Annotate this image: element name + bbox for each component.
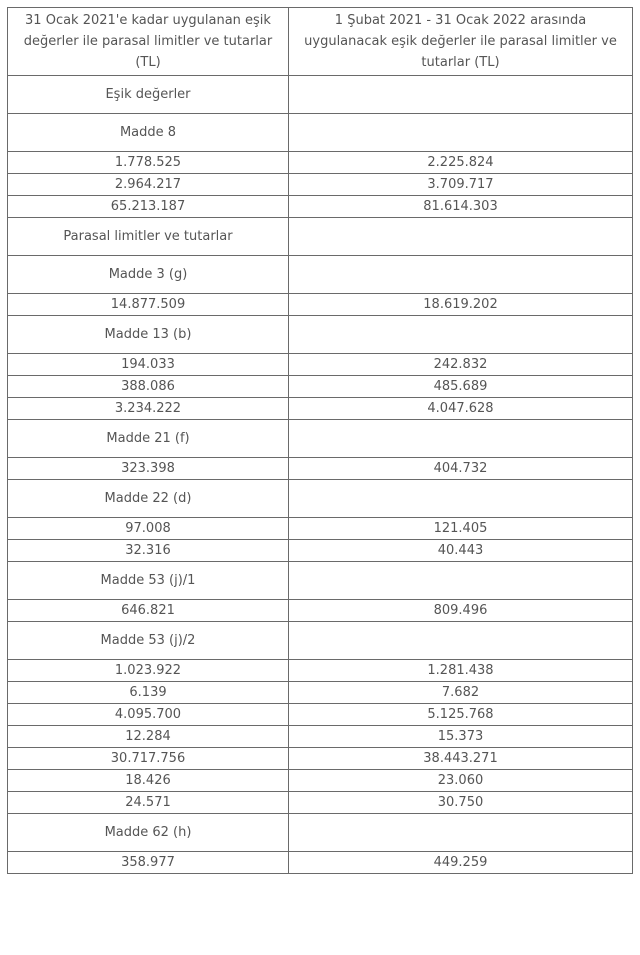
header-new-column: 1 Şubat 2021 - 31 Ocak 2022 arasında uygulanacak eşik değerler ile parasal limitler ve tutarlar (TL) (289, 8, 633, 76)
new-value-cell: 5.125.768 (289, 704, 633, 726)
value-row (8, 852, 633, 874)
value-row (8, 458, 633, 480)
section-row (8, 562, 633, 600)
new-value-cell: 38.443.271 (289, 748, 633, 770)
new-value-cell: 242.832 (289, 354, 633, 376)
value-row (8, 770, 633, 792)
old-value-cell: 24.571 (8, 792, 289, 814)
value-row (8, 376, 633, 398)
header-old-column: 31 Ocak 2021'e kadar uygulanan eşik değerler ile parasal limitler ve tutarlar (TL) (8, 8, 289, 76)
value-row (8, 294, 633, 316)
value-row (8, 174, 633, 196)
new-value-cell: 121.405 (289, 518, 633, 540)
old-value-cell: 358.977 (8, 852, 289, 874)
value-row (8, 660, 633, 682)
limits-table-body (8, 8, 633, 874)
section-label: Madde 8 (8, 114, 289, 152)
old-value-cell: 388.086 (8, 376, 289, 398)
value-row (8, 726, 633, 748)
old-value-cell: 646.821 (8, 600, 289, 622)
old-value-cell: 18.426 (8, 770, 289, 792)
value-row (8, 682, 633, 704)
section-row (8, 218, 633, 256)
section-row (8, 114, 633, 152)
new-value-cell: 23.060 (289, 770, 633, 792)
new-value-cell: 4.047.628 (289, 398, 633, 420)
section-row (8, 420, 633, 458)
section-empty-cell (289, 814, 633, 852)
new-value-cell: 30.750 (289, 792, 633, 814)
section-label: Madde 22 (d) (8, 480, 289, 518)
section-empty-cell (289, 480, 633, 518)
old-value-cell: 194.033 (8, 354, 289, 376)
value-row (8, 748, 633, 770)
new-value-cell: 7.682 (289, 682, 633, 704)
section-label: Madde 13 (b) (8, 316, 289, 354)
old-value-cell: 3.234.222 (8, 398, 289, 420)
old-value-cell: 323.398 (8, 458, 289, 480)
old-value-cell: 1.023.922 (8, 660, 289, 682)
section-empty-cell (289, 114, 633, 152)
old-value-cell: 1.778.525 (8, 152, 289, 174)
header-row (8, 8, 633, 76)
section-label: Parasal limitler ve tutarlar (8, 218, 289, 256)
section-row (8, 480, 633, 518)
section-empty-cell (289, 218, 633, 256)
section-label: Madde 53 (j)/1 (8, 562, 289, 600)
section-empty-cell (289, 420, 633, 458)
section-row (8, 76, 633, 114)
old-value-cell: 32.316 (8, 540, 289, 562)
old-value-cell: 65.213.187 (8, 196, 289, 218)
value-row (8, 398, 633, 420)
old-value-cell: 97.008 (8, 518, 289, 540)
limits-table (7, 7, 633, 874)
section-label: Madde 62 (h) (8, 814, 289, 852)
new-value-cell: 404.732 (289, 458, 633, 480)
value-row (8, 792, 633, 814)
section-empty-cell (289, 256, 633, 294)
new-value-cell: 449.259 (289, 852, 633, 874)
new-value-cell: 18.619.202 (289, 294, 633, 316)
value-row (8, 704, 633, 726)
old-value-cell: 12.284 (8, 726, 289, 748)
new-value-cell: 40.443 (289, 540, 633, 562)
old-value-cell: 4.095.700 (8, 704, 289, 726)
old-value-cell: 30.717.756 (8, 748, 289, 770)
section-row (8, 814, 633, 852)
new-value-cell: 15.373 (289, 726, 633, 748)
value-row (8, 518, 633, 540)
new-value-cell: 2.225.824 (289, 152, 633, 174)
section-empty-cell (289, 622, 633, 660)
value-row (8, 152, 633, 174)
new-value-cell: 3.709.717 (289, 174, 633, 196)
section-label: Eşik değerler (8, 76, 289, 114)
value-row (8, 600, 633, 622)
section-label: Madde 3 (g) (8, 256, 289, 294)
section-row (8, 622, 633, 660)
old-value-cell: 14.877.509 (8, 294, 289, 316)
new-value-cell: 809.496 (289, 600, 633, 622)
value-row (8, 354, 633, 376)
section-row (8, 316, 633, 354)
new-value-cell: 1.281.438 (289, 660, 633, 682)
value-row (8, 196, 633, 218)
new-value-cell: 485.689 (289, 376, 633, 398)
section-label: Madde 53 (j)/2 (8, 622, 289, 660)
section-empty-cell (289, 316, 633, 354)
section-empty-cell (289, 562, 633, 600)
section-label: Madde 21 (f) (8, 420, 289, 458)
value-row (8, 540, 633, 562)
old-value-cell: 2.964.217 (8, 174, 289, 196)
section-empty-cell (289, 76, 633, 114)
new-value-cell: 81.614.303 (289, 196, 633, 218)
old-value-cell: 6.139 (8, 682, 289, 704)
section-row (8, 256, 633, 294)
